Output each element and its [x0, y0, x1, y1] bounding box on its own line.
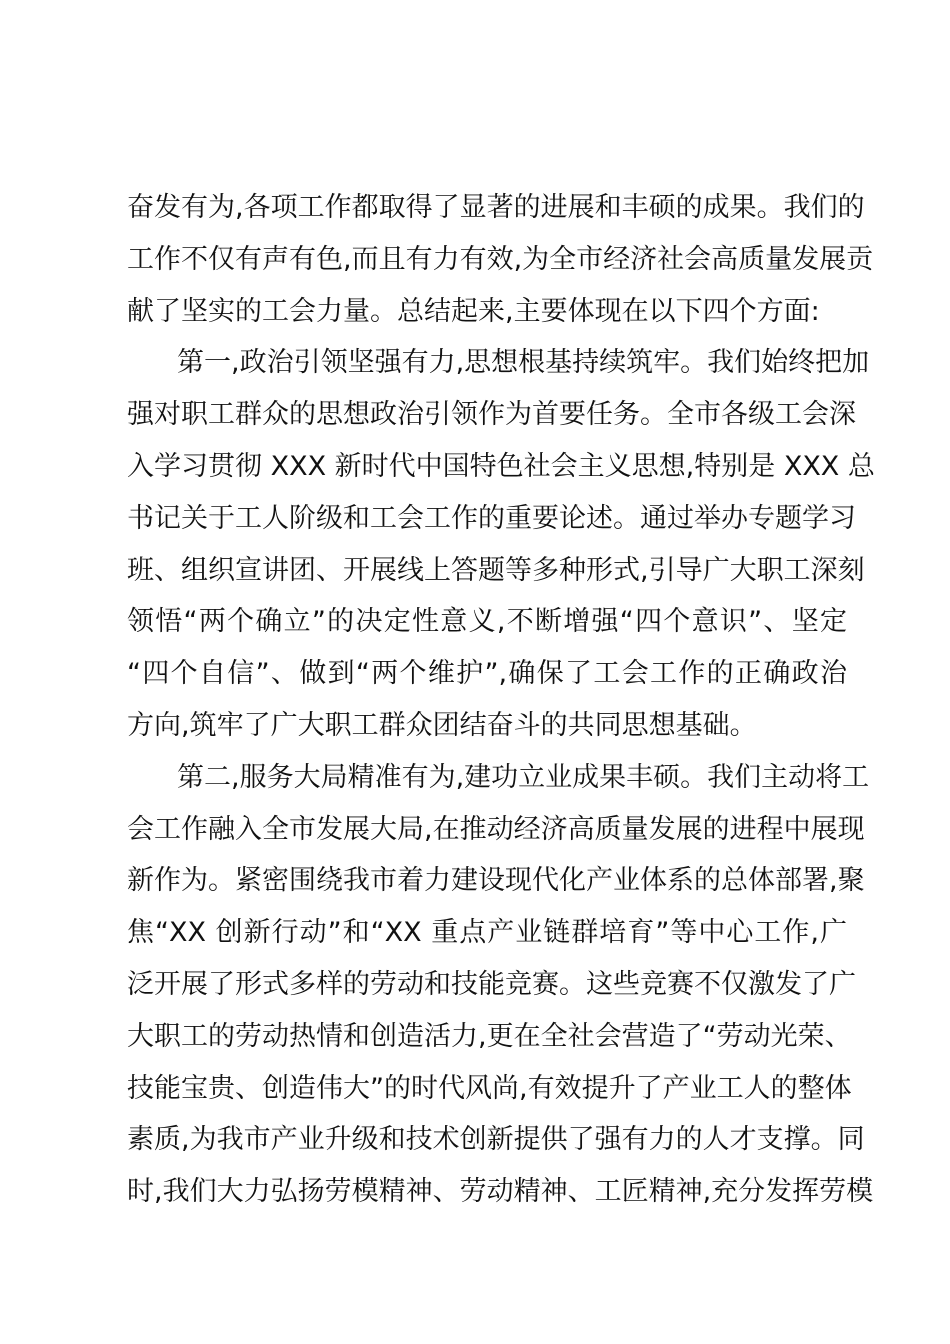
text-line: 领悟“两个确立”的决定性意义,不断增强“四个意识”、坚定 [127, 606, 847, 638]
text-line: “四个自信”、做到“两个维护”,确保了工会工作的正确政治 [127, 658, 847, 690]
text-line: 班、组织宣讲团、开展线上答题等多种形式,引导广大职工深刻 [127, 554, 865, 586]
text-line: 素质,为我市产业升级和技术创新提供了强有力的人才支撑。同 [127, 1124, 865, 1156]
text-line: 书记关于工人阶级和工会工作的重要论述。通过举办专题学习 [127, 502, 856, 534]
paragraph-start-line: 第一,政治引领坚强有力,思想根基持续筑牢。我们始终把加 [177, 347, 870, 379]
text-line: 技能宝贵、创造伟大”的时代风尚,有效提升了产业工人的整体 [127, 1072, 852, 1104]
text-line: 泛开展了形式多样的劳动和技能竞赛。这些竞赛不仅激发了广 [127, 968, 856, 1000]
text-line: 工作不仅有声有色,而且有力有效,为全市经济社会高质量发展贡 [127, 243, 874, 275]
paragraph-start-line: 第二,服务大局精准有为,建功立业成果丰硕。我们主动将工 [177, 761, 870, 793]
text-line: 大职工的劳动热情和创造活力,更在全社会营造了“劳动光荣、 [127, 1020, 852, 1052]
body-text [127, 182, 875, 1218]
text-line: 会工作融入全市发展大局,在推动经济高质量发展的进程中展现 [127, 813, 865, 845]
text-line: 新作为。紧密围绕我市着力建设现代化产业体系的总体部署,聚 [127, 865, 865, 897]
text-line: 献了坚实的工会力量。总结起来,主要体现在以下四个方面: [127, 295, 820, 327]
text-line: 奋发有为,各项工作都取得了显著的进展和丰硕的成果。我们的 [127, 192, 865, 223]
text-line: 入学习贯彻 XXX 新时代中国特色社会主义思想,特别是 XXX 总 [127, 450, 875, 482]
text-line: 方向,筑牢了广大职工群众团结奋斗的共同思想基础。 [127, 709, 757, 741]
text-line: 时,我们大力弘扬劳模精神、劳动精神、工匠精神,充分发挥劳模 [127, 1176, 874, 1208]
text-line: 强对职工群众的思想政治引领作为首要任务。全市各级工会深 [127, 399, 856, 431]
text-line: 焦“XX 创新行动”和“XX 重点产业链群培育”等中心工作,广 [127, 917, 847, 949]
